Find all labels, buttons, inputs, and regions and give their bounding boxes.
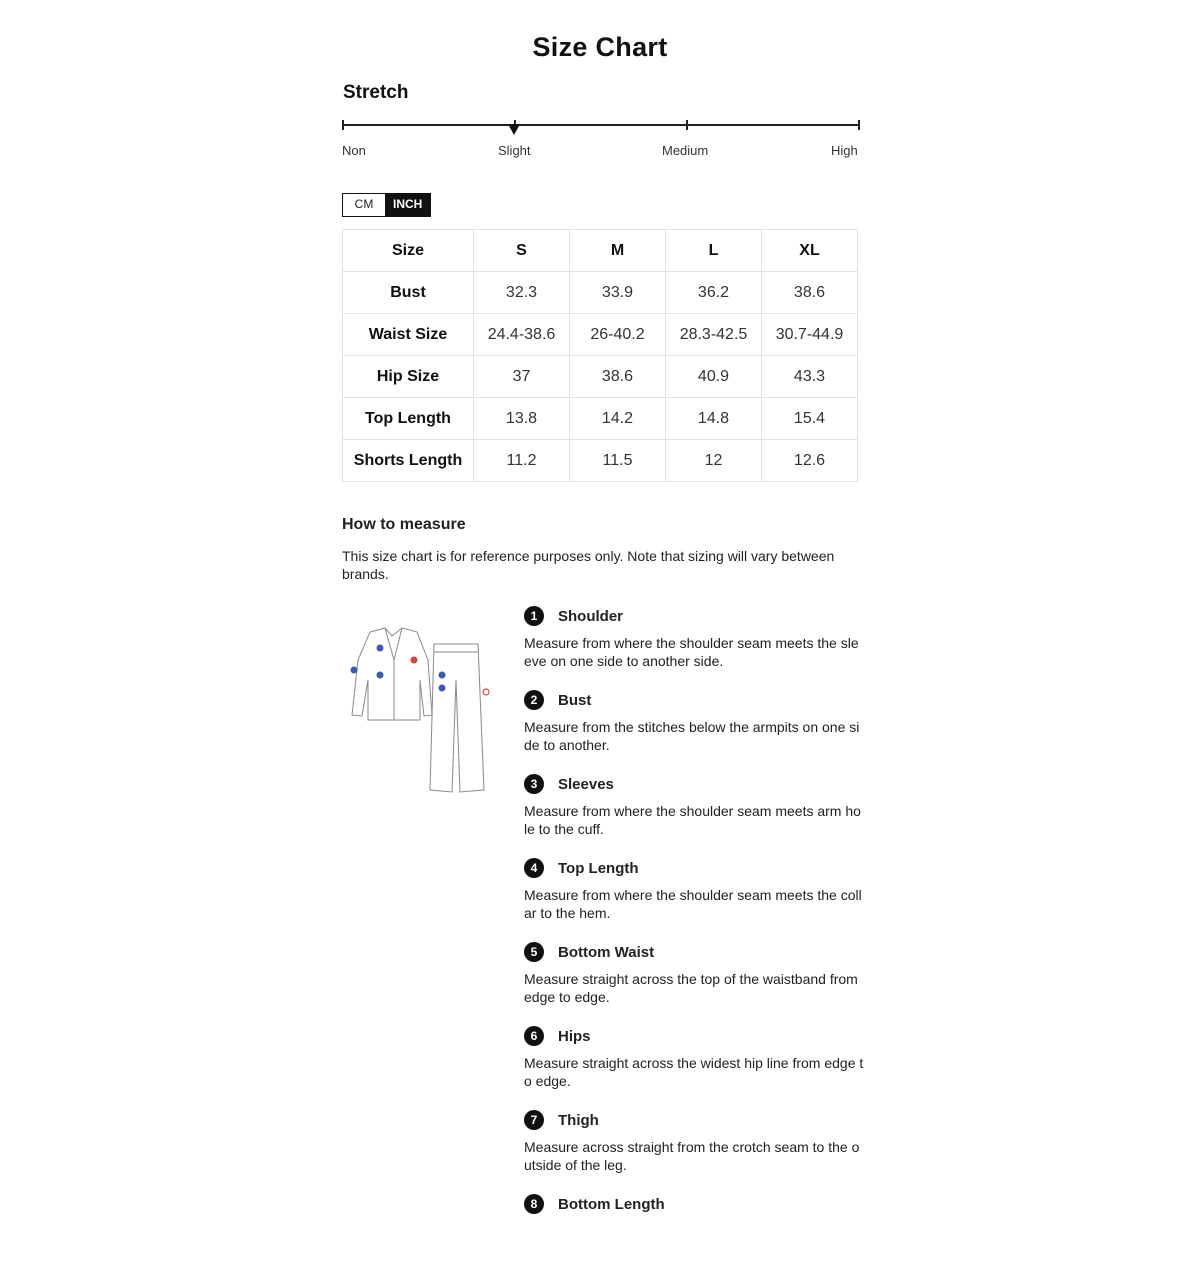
table-cell: 15.4 — [762, 398, 858, 440]
table-cell: 40.9 — [666, 356, 762, 398]
table-cell: 43.3 — [762, 356, 858, 398]
table-cell: 38.6 — [762, 272, 858, 314]
table-row — [343, 272, 858, 314]
step-number-icon: 8 — [524, 1194, 544, 1214]
measure-step — [524, 1110, 864, 1194]
table-cell: 11.2 — [474, 440, 570, 482]
measure-point-icon — [439, 685, 446, 692]
step-description: Measure from where the shoulder seam meets the collar to the hem. — [524, 887, 862, 921]
stretch-level-high: High — [831, 143, 858, 158]
measure-step — [524, 690, 864, 774]
table-cell: 14.8 — [666, 398, 762, 440]
step-number-icon: 4 — [524, 858, 544, 878]
stretch-level-medium: Medium — [662, 143, 709, 158]
table-cell: 13.8 — [474, 398, 570, 440]
table-header-row — [343, 230, 858, 272]
table-cell: 36.2 — [666, 272, 762, 314]
stretch-line — [342, 124, 860, 126]
unit-toggle — [342, 193, 431, 217]
step-number-icon: 6 — [524, 1026, 544, 1046]
measure-point-icon — [439, 672, 446, 679]
page-title: Size Chart — [532, 32, 668, 62]
step-title: Bottom Length — [558, 1195, 665, 1213]
table-cell: 37 — [474, 356, 570, 398]
unit-cm-button[interactable]: CM — [343, 194, 385, 216]
step-number-icon: 3 — [524, 774, 544, 794]
how-to-measure-title: How to measure — [342, 516, 466, 533]
row-label: Top Length — [343, 398, 474, 440]
table-cell: 38.6 — [570, 356, 666, 398]
header-xl: XL — [762, 230, 858, 272]
row-label: Waist Size — [343, 314, 474, 356]
step-title: Thigh — [558, 1111, 599, 1129]
table-row — [343, 440, 858, 482]
stretch-tick — [342, 120, 344, 130]
measure-step — [524, 1194, 864, 1278]
step-number-icon: 5 — [524, 942, 544, 962]
step-description: Measure from where the shoulder seam meets the sleeve on one side to another side. — [524, 635, 859, 669]
step-description: Measure from the stitches below the armpits on one side to another. — [524, 719, 860, 753]
header-size: Size — [343, 230, 474, 272]
stretch-level-non: Non — [342, 143, 366, 158]
size-table — [342, 229, 858, 482]
row-label: Shorts Length — [343, 440, 474, 482]
measure-point-icon — [411, 657, 418, 664]
stretch-tick — [686, 120, 688, 130]
unit-inch-button[interactable]: INCH — [385, 194, 430, 216]
stretch-level-slight: Slight — [498, 143, 531, 158]
table-row — [343, 398, 858, 440]
step-title: Shoulder — [558, 607, 624, 625]
table-row — [343, 356, 858, 398]
step-title: Hips — [558, 1027, 591, 1045]
header-s: S — [474, 230, 570, 272]
row-label: Hip Size — [343, 356, 474, 398]
table-row — [343, 314, 858, 356]
step-description: Measure across straight from the crotch seam to the outside of the leg. — [524, 1139, 860, 1173]
step-description: Measure from where the shoulder seam meets arm hole to the cuff. — [524, 803, 861, 837]
header-l: L — [666, 230, 762, 272]
measure-step — [524, 606, 864, 690]
table-cell: 14.2 — [570, 398, 666, 440]
table-cell: 30.7-44.9 — [762, 314, 858, 356]
step-title: Top Length — [558, 859, 639, 877]
step-title: Sleeves — [558, 775, 614, 793]
pajama-set-illustration — [340, 620, 500, 800]
measure-point-icon — [351, 667, 358, 674]
measure-point-icon — [377, 645, 384, 652]
step-number-icon: 2 — [524, 690, 544, 710]
step-description: Measure straight across the widest hip line from edge to edge. — [524, 1055, 864, 1089]
step-title: Bottom Waist — [558, 943, 655, 961]
header-m: M — [570, 230, 666, 272]
stretch-selected-marker — [508, 124, 520, 135]
table-cell: 12 — [666, 440, 762, 482]
measure-step — [524, 774, 864, 858]
table-cell: 11.5 — [570, 440, 666, 482]
measure-point-icon — [483, 689, 489, 695]
stretch-label: Stretch — [343, 82, 409, 103]
table-cell: 24.4-38.6 — [474, 314, 570, 356]
how-to-measure-note: This size chart is for reference purposes only. Note that sizing will vary between brands. — [342, 548, 835, 582]
row-label: Bust — [343, 272, 474, 314]
table-cell: 32.3 — [474, 272, 570, 314]
stretch-scale — [342, 120, 860, 160]
step-number-icon: 1 — [524, 606, 544, 626]
measure-step — [524, 1026, 864, 1110]
table-cell: 33.9 — [570, 272, 666, 314]
table-cell: 26-40.2 — [570, 314, 666, 356]
table-cell: 12.6 — [762, 440, 858, 482]
measure-step — [524, 858, 864, 942]
measure-steps — [524, 606, 864, 1278]
step-title: Bust — [558, 691, 592, 709]
measure-point-icon — [377, 672, 384, 679]
measure-step — [524, 942, 864, 1026]
table-cell: 28.3-42.5 — [666, 314, 762, 356]
step-description: Measure straight across the top of the waistband from edge to edge. — [524, 971, 858, 1005]
step-number-icon: 7 — [524, 1110, 544, 1130]
stretch-tick — [858, 120, 860, 130]
